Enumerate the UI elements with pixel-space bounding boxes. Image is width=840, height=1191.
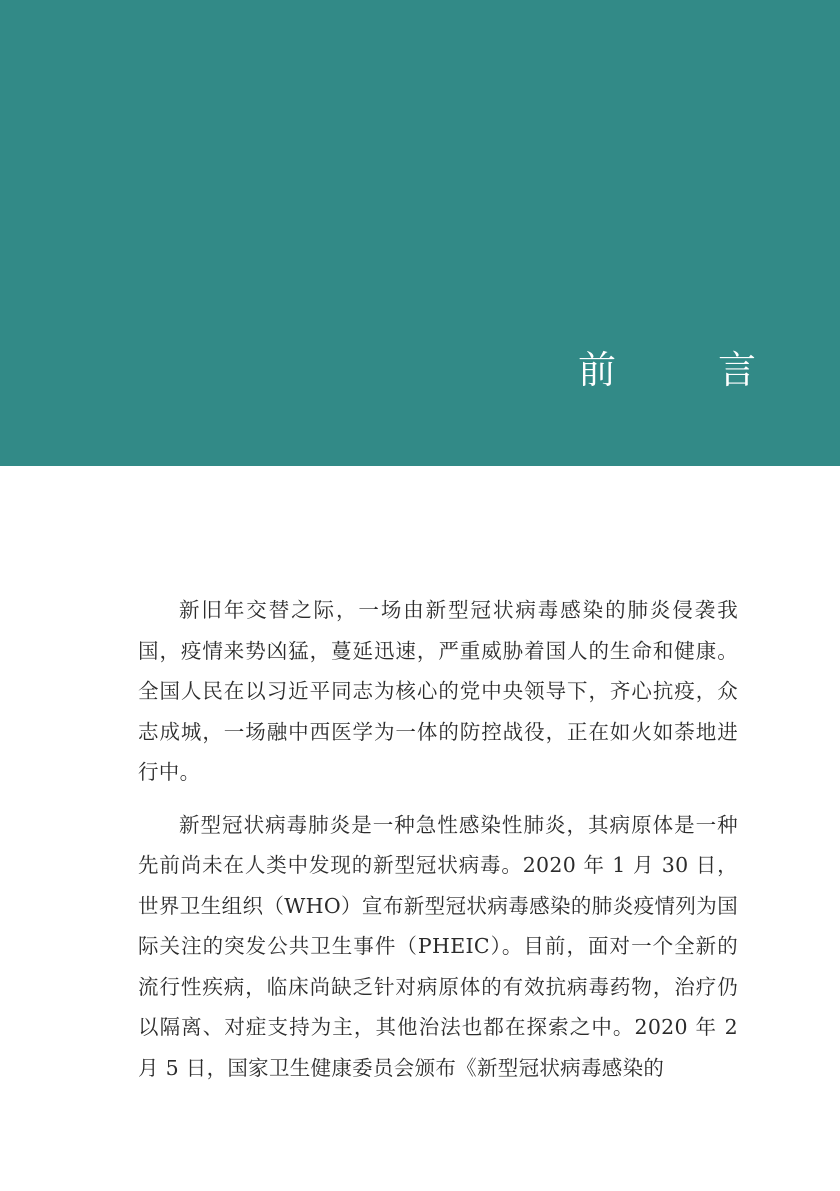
- paragraph-1: 新旧年交替之际，一场由新型冠状病毒感染的肺炎侵袭我国，疫情来势凶猛，蔓延迅速，严重威胁着国人的生命和健康。全国人民在以习近平同志为核心的党中央领导下，齐心抗疫，众志成城，一场融中西医学为一体的防控战役，正在如火如荼地进行中。: [138, 598, 738, 784]
- body-text: [138, 590, 738, 1100]
- page-title: 前 言: [578, 348, 789, 392]
- paragraph-2: 新型冠状病毒肺炎是一种急性感染性肺炎，其病原体是一种先前尚未在人类中发现的新型冠状病毒。2020 年 1 月 30 日，世界卫生组织（WHO）宣布新型冠状病毒感染的肺炎疫情列为国际关注的突发公共卫生事件（PHEIC）。目前，面对一个全新的流行性疾病，临床尚缺乏针对病原体的有效抗病毒药物，治疗仍以隔离、对症支持为主，其他治法也都在探索之中。2020 年 2 月 5 日，国家卫生健康委员会颁布《新型冠状病毒感染的: [138, 812, 738, 1080]
- header-band: [0, 0, 840, 466]
